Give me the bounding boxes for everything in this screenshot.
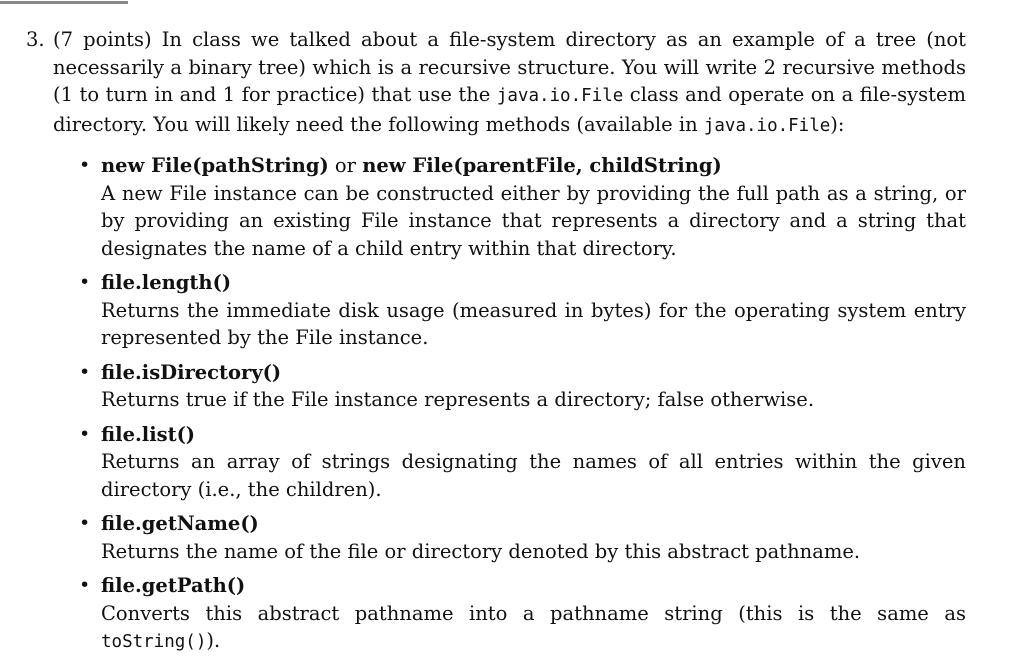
method-item-list (79, 421, 966, 504)
method-description: Returns the immediate disk usage (measured in bytes) for the operating system entry represented by the File instance. (101, 298, 966, 349)
method-signature: file.getPath() (101, 574, 246, 597)
method-item-getpath (79, 572, 966, 657)
bullet-icon: • (79, 512, 91, 534)
method-signature: file.list() (101, 422, 196, 446)
top-rule (0, 0, 128, 6)
intro-text-3: ): (830, 112, 845, 136)
bullet-icon: • (79, 422, 91, 445)
method-description: A new File instance can be constructed either by providing the full path as a string, or by providing an existing File instance that represents a directory and a string that designates the name of a child entry within that directory. (101, 181, 966, 260)
intro-text-2: class and operate on a file-system directory. You will likely need the following methods (available in (53, 83, 966, 136)
problem-header (26, 26, 966, 140)
intro-text-1: (7 points) In class we talked about a file-system directory as an example of a tree (not necessarily a binary tree) which is a recursive structure. You will write 2 recursive methods (1 to turn in and 1 for practice) that use the (53, 28, 966, 106)
bullet-icon: • (79, 360, 91, 383)
method-item-length (79, 269, 966, 352)
method-signature: file.isDirectory() (101, 360, 282, 384)
method-signature-alt: new File(parentFile, childString) (362, 154, 722, 177)
intro-code-2: java.io.File (703, 115, 831, 136)
method-list (79, 152, 966, 657)
problem-3 (26, 26, 966, 664)
bullet-icon: • (79, 271, 91, 293)
method-description: Returns an array of strings designating the names of all entries within the given directory (i.e., the children). (101, 450, 966, 501)
method-description (101, 600, 966, 657)
method-item-getname (79, 510, 966, 565)
method-signature: new File(pathString) (101, 154, 329, 177)
method-signature: file.getName() (101, 512, 259, 535)
signature-or: or (328, 154, 363, 177)
desc-text-2: ). (206, 629, 221, 652)
method-signature: file.length() (101, 271, 232, 294)
method-description: Returns the name of the file or directory denoted by this abstract pathname. (101, 539, 861, 563)
desc-text-1: Converts this abstract pathname into a pathname string (this is the same as (101, 601, 966, 625)
method-item-isdirectory (79, 359, 966, 414)
method-item-constructor (79, 152, 966, 262)
intro-code-1: java.io.File (496, 86, 624, 106)
method-description: Returns true if the File instance represents a directory; false otherwise. (101, 388, 815, 411)
problem-number: 3. (26, 28, 45, 51)
problem-intro (53, 26, 966, 140)
desc-code: toString() (101, 632, 207, 652)
bullet-icon: • (79, 154, 91, 176)
bullet-icon: • (79, 574, 91, 596)
